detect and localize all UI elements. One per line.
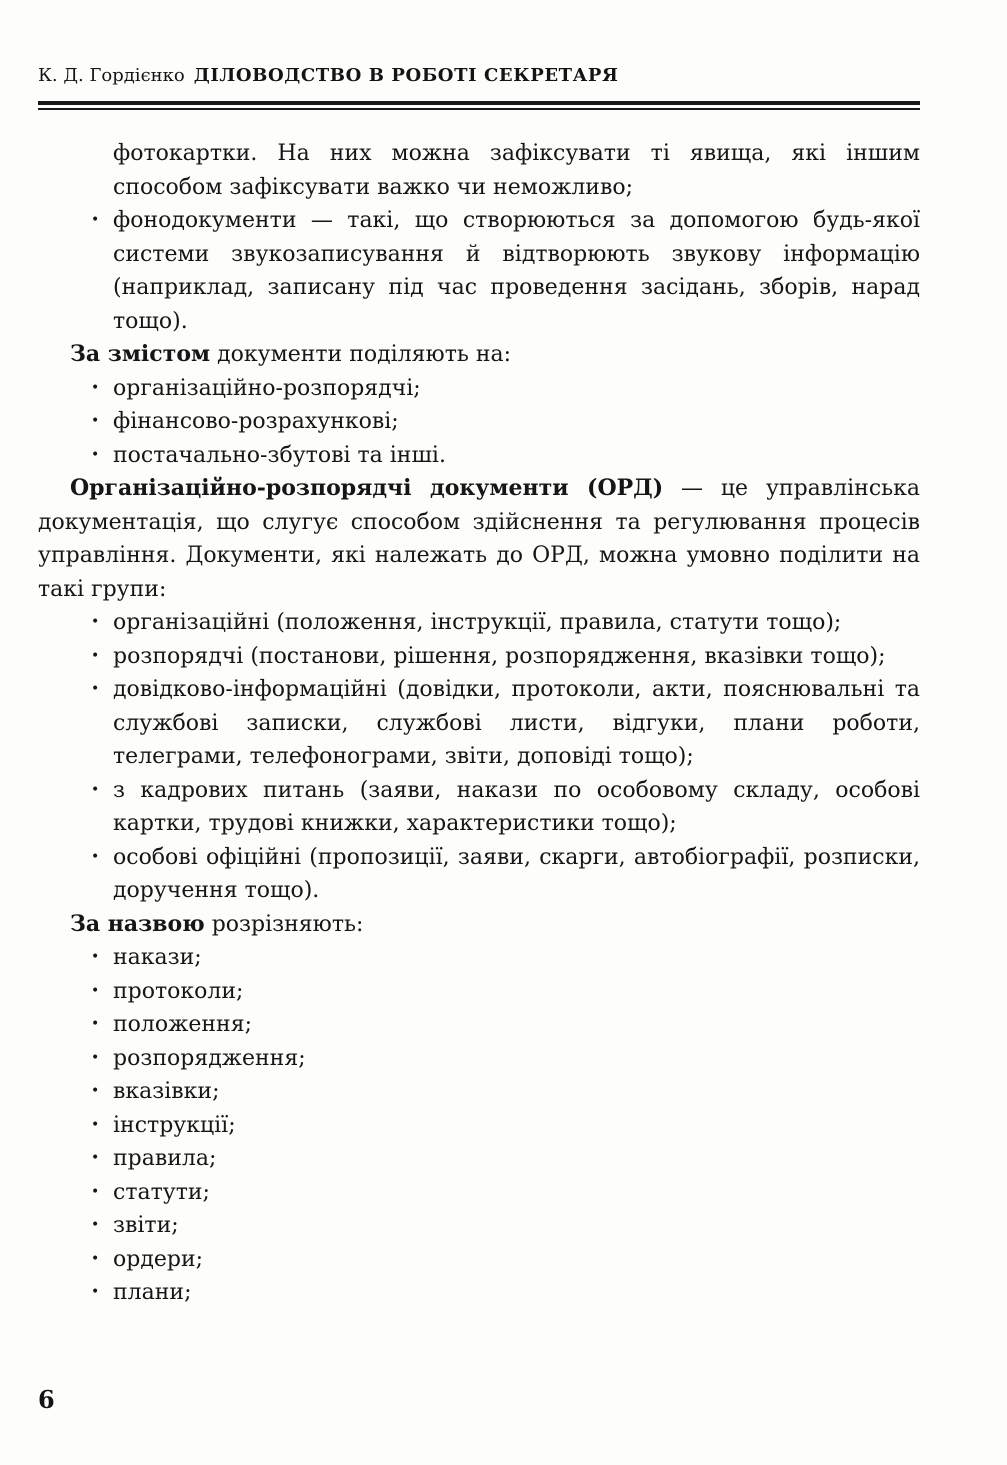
paragraph-text: розрізняють: [204, 911, 364, 937]
header-author: К. Д. Гордієнко [38, 65, 185, 86]
header-rule [38, 101, 920, 110]
list-item-text: з кадрових питань (заяви, накази по особовому складу, особові картки, трудові книжки, характеристики тощо); [113, 777, 920, 836]
list-item [38, 1075, 920, 1109]
list-item [38, 941, 920, 975]
list-item [38, 774, 920, 841]
page-content [38, 64, 920, 1310]
bullet-icon: • [91, 647, 100, 664]
list-item [38, 975, 920, 1009]
list-item-text: розпорядчі (постанови, рішення, розпорядження, вказівки тощо); [113, 643, 886, 669]
list-item [38, 1243, 920, 1277]
bullet-icon: • [91, 949, 100, 965]
list-item [38, 673, 920, 774]
list-item-text: фінансово-розрахункові; [113, 409, 399, 434]
list-item-text: особові офіційні (пропозиції, заяви, скарги, автобіографії, розписки, доручення тощо). [113, 844, 920, 903]
bullet-icon: • [91, 1016, 100, 1032]
list-item [38, 1142, 920, 1176]
paragraph [38, 338, 920, 372]
bullet-icon: • [91, 681, 100, 697]
list-item-text: довідково-інформаційні (довідки, протоколи, акти, пояснювальні та службові записки, службові листи, відгуки, плани роботи, телеграми, телефонограми, звіти, доповіді тощо); [113, 677, 920, 769]
list-item-text: вказівки; [113, 1079, 220, 1104]
paragraph-text: фотокартки. На них можна зафіксувати ті явища, які іншим способом зафіксувати важко чи неможливо; [113, 141, 920, 200]
list-item-text: організаційно-розпорядчі; [113, 375, 421, 401]
list-item [38, 606, 920, 640]
bullet-icon: • [91, 379, 100, 396]
paragraph [38, 472, 920, 606]
bullet-icon: • [91, 1250, 100, 1267]
list-item-text: звіти; [113, 1213, 179, 1238]
list-item [38, 1042, 920, 1076]
bullet-icon: • [91, 1217, 100, 1233]
running-header [38, 64, 920, 88]
bullet-icon: • [91, 1083, 100, 1099]
paragraph-text: документи поділяють на: [210, 342, 512, 367]
bullet-icon: • [91, 982, 100, 999]
continuation-paragraph [38, 137, 920, 204]
list-item [38, 1109, 920, 1143]
page-number: 6 [38, 1385, 55, 1414]
list-item-text: інструкції; [113, 1112, 236, 1138]
list-item-text: протоколи; [113, 978, 244, 1004]
bullet-icon: • [91, 446, 100, 463]
list-item [38, 1209, 920, 1243]
bullet-icon: • [91, 1150, 100, 1166]
bullet-icon: • [91, 413, 100, 429]
header-rule-thick [38, 101, 920, 105]
list-item [38, 405, 920, 439]
list-item [38, 204, 920, 338]
list-item-text: ордери; [113, 1246, 204, 1272]
bullet-icon: • [91, 1116, 100, 1133]
header-rule-thin [38, 108, 920, 110]
paragraph [38, 908, 920, 942]
bullet-icon: • [91, 1049, 100, 1066]
list-item-text: організаційні (положення, інструкції, правила, статути тощо); [113, 610, 842, 635]
list-item [38, 1276, 920, 1310]
list-item [38, 1008, 920, 1042]
paragraph-lead: За змістом [70, 341, 211, 367]
page-body [38, 137, 920, 1310]
paragraph-lead: За назвою [70, 910, 205, 937]
list-item-text: розпорядження; [113, 1045, 306, 1071]
header-title: ДІЛОВОДСТВО В РОБОТІ СЕКРЕТАРЯ [193, 65, 619, 86]
paragraph-lead: Організаційно-розпорядчі документи (ОРД) [70, 475, 664, 501]
list-item-text: правила; [113, 1146, 217, 1171]
list-item [38, 1176, 920, 1210]
bullet-icon: • [91, 1183, 100, 1200]
bullet-icon: • [91, 1284, 100, 1300]
list-item [38, 640, 920, 674]
list-item [38, 439, 920, 473]
list-item [38, 841, 920, 908]
list-item [38, 372, 920, 406]
bullet-icon: • [91, 848, 100, 865]
list-item-text: плани; [113, 1280, 192, 1305]
bullet-icon: • [91, 614, 100, 630]
list-item-text: постачально-збутові та інші. [113, 442, 446, 468]
paragraph-text: — це управлінська документація, що слугує способом здійснення та регулювання процесів управління. Документи, які належать до ОРД, можна умовно поділити на такі групи: [38, 476, 920, 602]
bullet-icon: • [91, 781, 100, 798]
bullet-icon: • [91, 212, 100, 228]
list-item-text: фонодокументи — такі, що створюються за допомогою будь-якої системи звукозаписування й відтворюють звукову інформацію (наприклад, записану під час проведення засідань, зборів, нарад тощо). [113, 208, 920, 334]
list-item-text: положення; [113, 1012, 253, 1037]
list-item-text: накази; [113, 945, 202, 970]
list-item-text: статути; [113, 1179, 210, 1205]
